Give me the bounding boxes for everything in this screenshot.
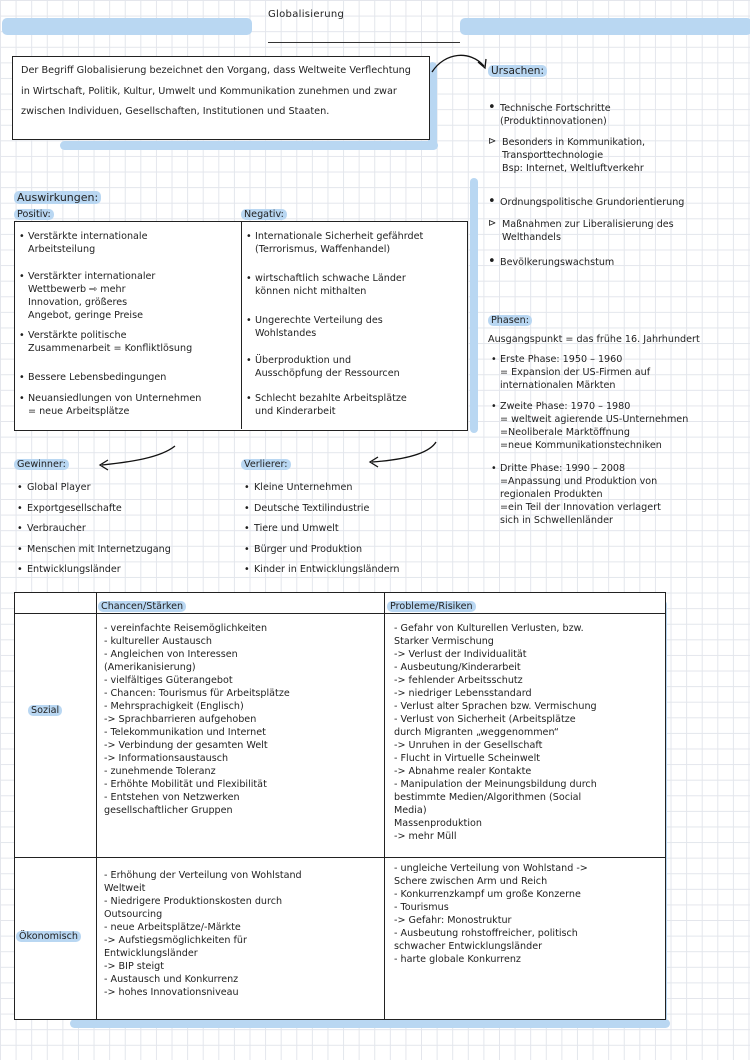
gewinner-list	[14, 478, 234, 581]
oekonomisch-chancen: - Erhöhung der Verteilung von Wohlstand Weltweit - Niedrigere Produktionskosten durch Outsourcing - neue Arbeitsplätze/-Märkte -> Aufstiegsmöglichkeiten für Entwicklungsländer -> BIP steigt - Austausch und Konkurrenz -> hohes Innovationsniveau	[104, 870, 302, 998]
bullet-icon: •	[488, 100, 496, 115]
ursachen-item-text: Besonders in Kommunikation, Transporttechnologie Bsp: Internet, Weltluftverkehr	[502, 137, 646, 174]
negativ-item-text: wirtschaftlich schwache Länder können nicht mithalten	[255, 273, 406, 297]
bullet-icon: •	[491, 401, 497, 412]
bullet-icon: •	[246, 355, 252, 366]
phasen-item	[491, 353, 750, 392]
definition-text: Der Begriff Globalisierung bezeichnet den Vorgang, dass Weltweite Verflechtung in Wirtschaft, Politik, Kultur, Umwelt und Kommunikation zunehmen und zwar zwischen Individuen, Gesellschaften, Institutionen und Staaten.	[21, 65, 411, 117]
phasen-heading: Phasen:	[488, 314, 750, 327]
verlierer-item: • Bürger und Produktion	[244, 540, 481, 561]
bullet-icon: •	[488, 194, 496, 209]
positiv-item	[19, 270, 239, 322]
phasen-item	[491, 400, 750, 452]
gewinner-item: • Global Player	[17, 478, 234, 499]
positiv-item-text: Verstärkte internationale Arbeitsteilung	[28, 231, 148, 255]
sozial-chancen: - vereinfachte Reisemöglichkeiten - kultureller Austausch - Angleichen von Interessen (Amerikanisierung) - vielfältiges Güterangebot - Chancen: Tourismus für Arbeitsplätze - Mehrsprachigkeit (Englisch) -> Sprachbarrieren aufgehoben - Telekommunikation und Internet -> Verbindung der gesamten Welt -> Informationsaustausch - zunehmende Toleranz - Erhöhte Mobilität und Flexibilität - Entstehen von Netzwerken gesellschaftlicher Gruppen	[104, 623, 290, 816]
auswirkungen-heading: Auswirkungen:	[14, 191, 101, 204]
positiv-item	[19, 371, 239, 384]
row-label-oekonomisch: Ökonomisch	[16, 930, 81, 943]
positiv-item-text: Verstärkter internationaler Wettbewerb ⇨ mehr Innovation, größeres Angebot, geringe Preise	[28, 271, 156, 321]
page-title: Globalisierung	[268, 9, 345, 20]
gewinner-item: • Verbraucher	[17, 519, 234, 540]
phasen-item-text: Zweite Phase: 1970 – 1980 = weltweit agierende US-Unternehmen =Neoliberale Marktöffnung =neue Kommunikationstechniken	[500, 401, 689, 451]
ursachen-item	[488, 136, 748, 175]
bullet-icon: •	[488, 254, 496, 269]
negativ-item-text: Internationale Sicherheit gefährdet (Terrorismus, Waffenhandel)	[255, 231, 424, 255]
gewinner-item: • Exportgesellschafte	[17, 499, 234, 520]
negativ-item-text: Ungerechte Verteilung des Wohlstandes	[255, 315, 383, 339]
negativ-item-text: Überproduktion und Ausschöpfung der Ressourcen	[255, 355, 400, 379]
phasen-start: Ausgangspunkt = das frühe 16. Jahrhundert	[488, 334, 700, 345]
positiv-heading: Positiv:	[14, 208, 54, 221]
bullet-icon: •	[19, 393, 25, 404]
bullet-icon: •	[246, 315, 252, 326]
positiv-item-text: Verstärkte politische Zusammenarbeit = Konfliktlösung	[28, 330, 193, 354]
ursachen-section	[488, 65, 748, 269]
negativ-item-text: Schlecht bezahlte Arbeitsplätze und Kinderarbeit	[255, 393, 407, 417]
table-header-line	[14, 613, 665, 614]
row-label-sozial: Sozial	[28, 704, 62, 717]
gewinner-item: • Menschen mit Internetzugang	[17, 540, 234, 561]
table-col-divider-2	[384, 592, 385, 1019]
phasen-list	[488, 353, 750, 527]
verlierer-item: • Kinder in Entwicklungsländern	[244, 560, 481, 581]
ursachen-item	[488, 218, 748, 244]
verlierer-list	[241, 478, 481, 581]
gewinner-heading: Gewinner:	[14, 458, 234, 471]
phasen-item-text: Erste Phase: 1950 – 1960 = Expansion der US-Firmen auf internationalen Märkten	[500, 354, 651, 391]
ursachen-item-text: Bevölkerungswachstum	[500, 257, 615, 268]
arrow-right-icon: ⊳	[488, 136, 497, 147]
gewinner-item: • Entwicklungsländer	[17, 560, 234, 581]
ursachen-item	[488, 196, 748, 209]
bullet-icon: •	[491, 463, 497, 474]
arrow-right-icon: ⊳	[488, 218, 497, 229]
positiv-item	[19, 230, 239, 256]
verlierer-heading: Verlierer:	[241, 458, 481, 471]
col-header-probleme: Probleme/Risiken	[387, 600, 476, 613]
ursachen-item-text: Ordnungspolitische Grundorientierung	[500, 197, 685, 208]
ursachen-item	[488, 102, 748, 128]
negativ-item	[246, 272, 464, 298]
ursachen-item-text: Technische Fortschritte (Produktinnovationen)	[500, 103, 611, 127]
table-row-divider	[14, 857, 665, 858]
table-col-divider-1	[96, 592, 97, 1019]
positiv-item	[19, 392, 239, 418]
positiv-list	[19, 230, 239, 418]
negativ-list	[246, 230, 464, 418]
ursachen-item-text: Maßnahmen zur Liberalisierung des Welthandels	[502, 219, 674, 243]
ursachen-item	[488, 256, 748, 269]
negativ-item	[246, 354, 464, 380]
bullet-icon: •	[246, 393, 252, 404]
bullet-icon: •	[19, 271, 25, 282]
bullet-icon: •	[491, 354, 497, 365]
verlierer-item: • Tiere und Umwelt	[244, 519, 481, 540]
phasen-item	[491, 462, 750, 527]
verlierer-item: • Kleine Unternehmen	[244, 478, 481, 499]
bullet-icon: •	[246, 231, 252, 242]
phasen-section	[488, 314, 750, 527]
bullet-icon: •	[19, 231, 25, 242]
negativ-heading: Negativ:	[241, 208, 287, 221]
positiv-item-text: Bessere Lebensbedingungen	[28, 372, 167, 383]
verlierer-item: • Deutsche Textilindustrie	[244, 499, 481, 520]
col-header-chancen: Chancen/Stärken	[98, 600, 186, 613]
ursachen-heading: Ursachen:	[488, 65, 748, 78]
bullet-icon: •	[19, 372, 25, 383]
negativ-item	[246, 392, 464, 418]
phasen-item-text: Dritte Phase: 1990 – 2008 =Anpassung und Produktion von regionalen Produkten =ein Teil der Innovation verlagert sich in Schwellenländer	[500, 463, 661, 526]
negativ-item	[246, 314, 464, 340]
bullet-icon: •	[19, 330, 25, 341]
gewinner-section	[14, 458, 234, 581]
sozial-probleme: - Gefahr von Kulturellen Verlusten, bzw. Starker Vermischung -> Verlust der Individualität - Ausbeutung/Kinderarbeit -> fehlender Arbeitsschutz -> niedriger Lebensstandard - Verlust alter Sprachen bzw. Vermischung - Verlust von Sicherheit (Arbeitsplätze durch Migranten „weggenommen“ -> Unruhen in der Gesellschaft - Flucht in Virtuelle Scheinwelt -> Abnahme realer Kontakte - Manipulation der Meinungsbildung durch bestimmte Medien/Algorithmen (Social Media) Massenproduktion -> mehr Müll	[394, 623, 597, 842]
negativ-item	[246, 230, 464, 256]
auswirkungen-divider	[241, 221, 242, 429]
verlierer-section	[241, 458, 481, 581]
oekonomisch-probleme: - ungleiche Verteilung von Wohlstand -> Schere zwischen Arm und Reich - Konkurrenzkampf um große Konzerne - Tourismus -> Gefahr: Monostruktur - Ausbeutung rohstoffreicher, politisch schwacher Entwicklungsländer - harte globale Konkurrenz	[394, 863, 588, 965]
bullet-icon: •	[246, 273, 252, 284]
positiv-item	[19, 329, 239, 355]
positiv-item-text: Neuansiedlungen von Unternehmen = neue Arbeitsplätze	[28, 393, 202, 417]
